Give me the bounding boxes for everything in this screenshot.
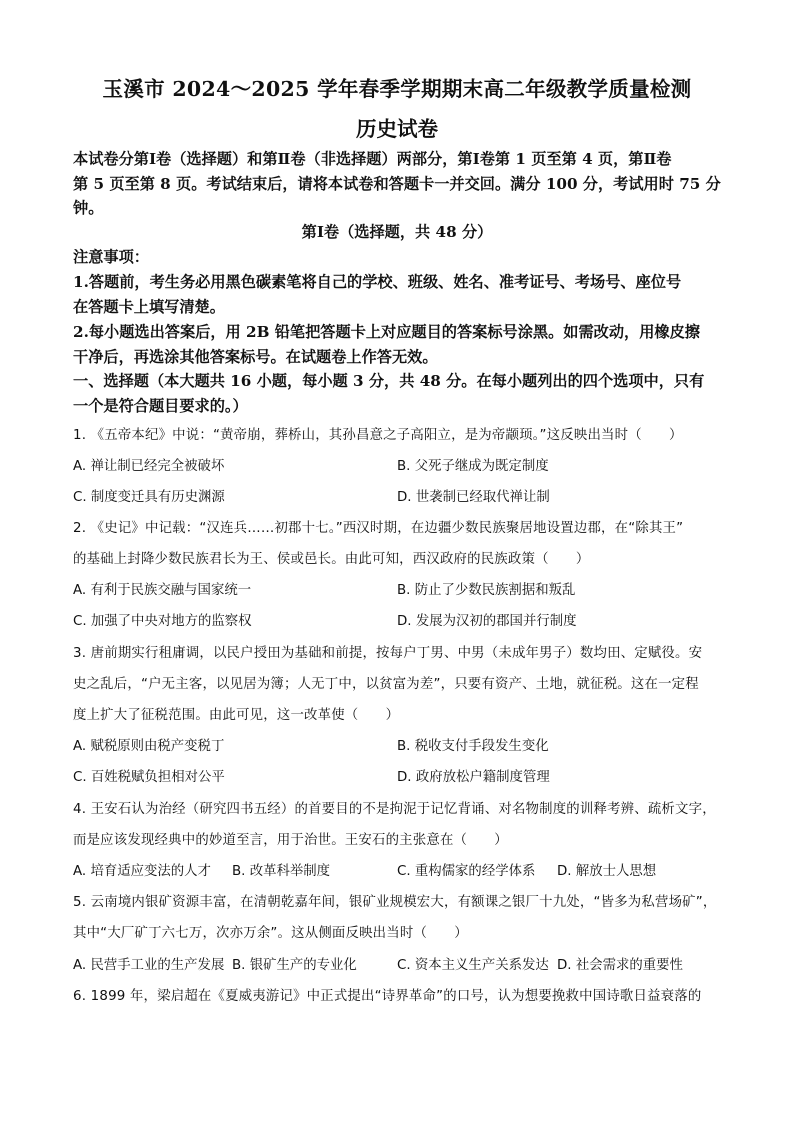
option-c: C. 百姓税赋负担相对公平: [73, 770, 225, 785]
option-a: A. 禅让制已经完全被破坏: [73, 459, 225, 474]
question-stem: 其中“大厂矿丁六七万，次亦万余”。这从侧面反映出当时（ ）: [73, 926, 468, 941]
option-c: C. 资本主义生产关系发达: [397, 958, 549, 973]
option-c: C. 制度变迁具有历史渊源: [73, 490, 225, 505]
option-c: C. 重构儒家的经学体系: [397, 864, 536, 879]
option-b: B. 银矿生产的专业化: [232, 958, 357, 973]
option-d: D. 社会需求的重要性: [557, 958, 683, 973]
option-a: A. 有利于民族交融与国家统一: [73, 583, 252, 598]
option-a: A. 培育适应变法的人才: [73, 864, 211, 879]
question-stem: 1. 《五帝本纪》中说：“黄帝崩，葬桥山，其孙昌意之子高阳立，是为帝颛顼。”这反映出当时（ ）: [73, 428, 683, 443]
notice-line: 1.答题前，考生务必用黑色碳素笔将自己的学校、班级、姓名、准考证号、考场号、座位号: [73, 273, 682, 291]
option-d: D. 政府放松户籍制度管理: [397, 770, 550, 785]
option-a: A. 赋税原则由税产变税丁: [73, 739, 225, 754]
intro-line: 钟。: [73, 199, 104, 217]
question-stem: 4. 王安石认为治经（研究四书五经）的首要目的不是拘泥于记忆背诵、对名物制度的训释考辨、疏析文字，: [73, 802, 716, 817]
question-stem: 5. 云南境内银矿资源丰富，在清朝乾嘉年间，银矿业规模宏大，有额课之银厂十九处，“皆多为私营场矿”，: [73, 895, 717, 910]
option-d: D. 世袭制已经取代禅让制: [397, 490, 550, 505]
option-a: A. 民营手工业的生产发展: [73, 958, 225, 973]
exam-title: 玉溪市 2024～2025 学年春季学期期末高二年级教学质量检测: [102, 77, 692, 101]
notice-line: 2.每小题选出答案后，用 2B 铅笔把答题卡上对应题目的答案标号涂黑。如需改动，用橡皮擦: [73, 323, 700, 341]
option-b: B. 防止了少数民族割据和叛乱: [397, 583, 576, 598]
question-stem: 3. 唐前期实行租庸调，以民户授田为基础和前提，按每户丁男、中男（未成年男子）数均田、定赋役。安: [73, 646, 703, 661]
option-c: C. 加强了中央对地方的监察权: [73, 614, 252, 629]
option-b: B. 父死子继成为既定制度: [397, 459, 549, 474]
subject-title: 历史试卷: [356, 117, 438, 141]
question-stem: 2. 《史记》中记载：“汉连兵……初郡十七。”西汉时期，在边疆少数民族聚居地设置边郡，在“除其王”: [73, 521, 684, 536]
notice-line: 在答题卡上填写清楚。: [73, 298, 225, 316]
option-d: D. 解放士人思想: [557, 864, 657, 879]
part-heading: 一个是符合题目要求的。）: [73, 397, 248, 415]
question-stem: 的基础上封降少数民族君长为王、侯或邑长。由此可知，西汉政府的民族政策（ ）: [73, 552, 590, 567]
intro-line: 第 5 页至第 8 页。考试结束后，请将本试卷和答题卡一并交回。满分 100 分，考试用时 75 分: [73, 175, 721, 193]
notice-heading: 注意事项：: [73, 248, 149, 266]
option-b: B. 税收支付手段发生变化: [397, 739, 549, 754]
option-d: D. 发展为汉初的郡国并行制度: [397, 614, 577, 629]
notice-line: 干净后，再选涂其他答案标号。在试题卷上作答无效。: [73, 348, 438, 366]
question-stem: 而是应该发现经典中的妙道至言，用于治世。王安石的主张意在（ ）: [73, 833, 508, 848]
question-stem: 度上扩大了征税范围。由此可见，这一改革使（ ）: [73, 708, 400, 723]
question-stem: 6. 1899 年，梁启超在《夏威夷游记》中正式提出“诗界革命”的口号，认为想要挽救中国诗歌日益衰落的: [73, 989, 702, 1004]
question-stem: 史之乱后，“户无主客，以见居为簿；人无丁中，以贫富为差”，只要有资产、土地，就征税。这在一定程: [73, 677, 699, 692]
intro-line: 本试卷分第Ⅰ卷（选择题）和第Ⅱ卷（非选择题）两部分，第Ⅰ卷第 1 页至第 4 页，第Ⅱ卷: [73, 150, 672, 168]
part-heading: 一、选择题（本大题共 16 小题，每小题 3 分，共 48 分。在每小题列出的四个选项中，只有: [73, 372, 705, 390]
option-b: B. 改革科举制度: [232, 864, 331, 879]
section-heading: 第Ⅰ卷（选择题，共 48 分）: [301, 223, 493, 241]
